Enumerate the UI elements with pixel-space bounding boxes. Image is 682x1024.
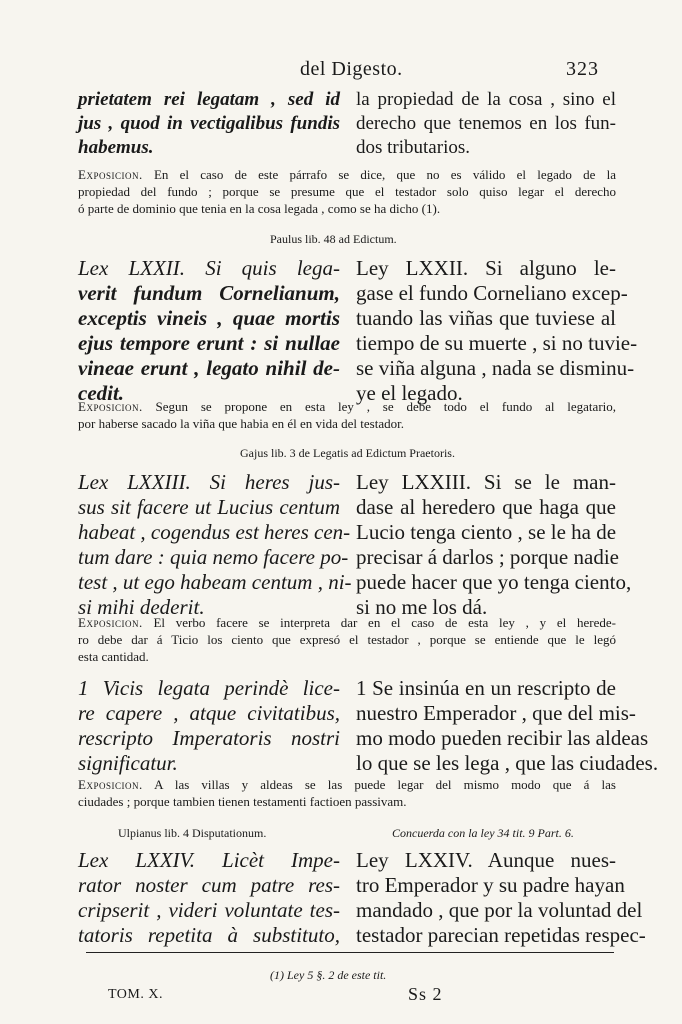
latin-line: vineae erunt , legato nihil de- [78, 356, 340, 380]
spanish-line: se viña alguna , nada se disminu- [356, 356, 635, 380]
latin-line: sus sit facere ut Lucius centum [78, 495, 340, 519]
spanish-line: Ley LXXIV. Aunque nues- [356, 848, 616, 872]
spanish-line: dos tributarios. [356, 137, 470, 158]
exposicion-text: ciudades ; porque tambien tienen testamenti factioen passivam. [78, 794, 407, 809]
exposicion-block [78, 614, 616, 665]
spanish-line: lo que se les lega , que las ciudades. [356, 751, 659, 775]
exposicion-text: esta cantidad. [78, 649, 149, 664]
exposicion-text: propiedad del fundo ; porque se presume que el testador solo quiso legar el derecho [78, 184, 616, 199]
exposicion-text: A las villas y aldeas se las puede legar del mismo modo que á las [154, 777, 616, 792]
exposicion-heading: Exposicion. [78, 167, 143, 182]
exposicion-text: por haberse sacado la viña que habia en él en vida del testador. [78, 416, 404, 431]
spanish-line: si no me los dá. [356, 595, 488, 619]
spanish-line: 1 Se insinúa en un rescripto de [356, 676, 616, 700]
exposicion-text: El verbo facere se interpreta dar en el caso de esta ley , y el herede- [153, 615, 616, 630]
latin-line: Lex LXXIII. Si heres jus- [78, 470, 340, 494]
latin-line: Lex LXXIV. Licèt Impe- [78, 848, 340, 872]
exposicion-heading: Exposicion. [78, 777, 143, 792]
footnote-rule [86, 952, 614, 953]
spanish-line: derecho que tenemos en los fun- [356, 113, 616, 134]
spanish-column [356, 470, 632, 620]
exposicion-text: ro debe dar á Ticio los ciento que expresó el testador , porque se entiende que le legó [78, 632, 616, 647]
volume-mark: TOM. X. [108, 987, 163, 1002]
exposicion-heading: Exposicion. [78, 399, 143, 414]
latin-line: test , ut ego habeam centum , ni- [78, 570, 352, 594]
spanish-line: Ley LXXII. Si alguno le- [356, 256, 616, 280]
spanish-line: ye el legado. [356, 381, 463, 405]
spanish-line: dase al heredero que haga que [356, 495, 616, 519]
latin-line: verit fundum Cornelianum, [78, 281, 340, 305]
signature-mark: Ss 2 [408, 984, 443, 1004]
page-number: 323 [566, 58, 599, 80]
latin-line: ejus tempore erunt : si nullae [78, 331, 340, 355]
latin-line: 1 Vicis legata perindè lice- [78, 676, 340, 700]
latin-line: jus , quod in vectigalibus fundis [78, 113, 340, 134]
spanish-line: testador parecian repetidas respec- [356, 923, 646, 947]
exposicion-heading: Exposicion. [78, 615, 143, 630]
latin-column [78, 848, 340, 948]
latin-column [78, 88, 340, 160]
spanish-column [356, 256, 638, 406]
latin-line: tatoris repetita à substituto, [78, 923, 340, 947]
source-citation: Paulus lib. 48 ad Edictum. [270, 232, 397, 246]
spanish-line: Lucio tenga ciento , se le ha de [356, 520, 617, 544]
spanish-column [356, 848, 646, 948]
spanish-line: tuando las viñas que tuviese al [356, 306, 616, 330]
spanish-line: puede hacer que yo tenga ciento, [356, 570, 632, 594]
latin-line: habemus. [78, 137, 154, 158]
latin-line: rator noster cum patre res- [78, 873, 340, 897]
source-citation: Gajus lib. 3 de Legatis ad Edictum Praetoris. [240, 446, 455, 460]
spanish-column [356, 676, 659, 776]
spanish-line: mo modo pueden recibir las aldeas [356, 726, 649, 750]
exposicion-block [78, 398, 616, 432]
latin-line: si mihi dederit. [78, 595, 205, 619]
latin-column [78, 676, 340, 776]
spanish-line: Ley LXXIII. Si se le man- [356, 470, 616, 494]
exposicion-text: En el caso de este párrafo se dice, que no es válido el legado de la [153, 167, 616, 182]
spanish-line: la propiedad de la cosa , sino el [356, 89, 616, 110]
latin-line: habeat , cogendus est heres cen- [78, 520, 351, 544]
spanish-column [356, 88, 616, 160]
source-citation: Ulpianus lib. 4 Disputationum. [118, 826, 267, 840]
latin-line: cedit. [78, 381, 125, 405]
exposicion-block [78, 776, 616, 810]
latin-line: exceptis vineis , quae mortis [78, 306, 340, 330]
latin-line: significatur. [78, 751, 178, 775]
spanish-line: nuestro Emperador , que del mis- [356, 701, 636, 725]
spanish-line: mandado , que por la voluntad del [356, 898, 643, 922]
latin-line: Lex LXXII. Si quis lega- [78, 256, 340, 280]
exposicion-block [78, 166, 616, 217]
exposicion-text: ó parte de dominio que tenia en la cosa legada , como se ha dicho (1). [78, 201, 441, 216]
spanish-line: gase el fundo Corneliano excep- [356, 281, 628, 305]
latin-line: cripserit , videri voluntate tes- [78, 898, 340, 922]
latin-line: tum dare : quia nemo facere po- [78, 545, 349, 569]
latin-line: rescripto Imperatoris nostri [78, 726, 340, 750]
concordance-note: Concuerda con la ley 34 tit. 9 Part. 6. [392, 826, 574, 840]
latin-line: prietatem rei legatam , sed id [78, 89, 340, 110]
latin-column [78, 470, 352, 620]
latin-line: re capere , atque civitatibus, [78, 701, 340, 725]
footnote: (1) Ley 5 §. 2 de este tit. [270, 968, 387, 982]
running-header: del Digesto. [300, 58, 403, 80]
spanish-line: tro Emperador y su padre hayan [356, 873, 625, 897]
latin-column [78, 256, 340, 406]
spanish-line: tiempo de su muerte , si no tuvie- [356, 331, 638, 355]
exposicion-text: Segun se propone en esta ley , se debe todo el fundo al legatario, [155, 399, 617, 414]
spanish-line: precisar á darlos ; porque nadie [356, 545, 619, 569]
